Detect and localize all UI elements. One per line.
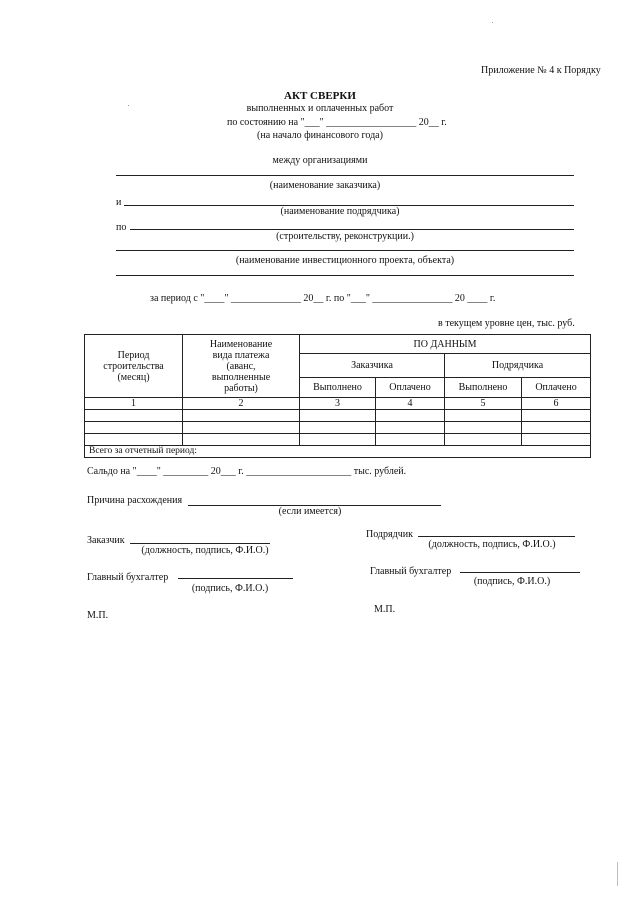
document-subtitle: выполненных и оплаченных работ	[246, 103, 394, 114]
header-by-data: ПО ДАННЫМ	[300, 335, 591, 354]
contractor-signature-note: (должность, подпись, Ф.И.О.)	[428, 539, 556, 550]
chief-accountant-right-line	[460, 572, 580, 573]
header-period: Период строительства (месяц)	[85, 335, 183, 398]
discrepancy-reason-label: Причина расхождения	[87, 495, 183, 506]
saldo-line: Сальдо на "____" _________ 20___ г. _____________________ тыс. рублей.	[87, 466, 407, 477]
by-label: по	[116, 222, 127, 233]
header-payment-type: Наименование вида платежа (аванс, выполненные работы)	[183, 335, 300, 398]
chief-accountant-left-note: (подпись, Ф.И.О.)	[191, 583, 269, 594]
chief-accountant-left-line	[178, 578, 293, 579]
customer-signature-note: (должность, подпись, Ф.И.О.)	[141, 545, 269, 556]
header-customer: Заказчика	[300, 354, 445, 378]
scan-speck	[492, 22, 493, 23]
header-contractor-done: Выполнено	[445, 378, 522, 398]
column-number: 2	[183, 398, 300, 410]
stamp-left: М.П.	[87, 610, 109, 621]
table-row	[85, 410, 591, 422]
column-number: 5	[445, 398, 522, 410]
contractor-caption: (наименование подрядчика)	[280, 206, 400, 217]
as-of-note: (на начало финансового года)	[257, 130, 383, 141]
document-title: АКТ СВЕРКИ	[284, 90, 356, 102]
customer-signature-label: Заказчик	[87, 535, 125, 546]
period-line: за период с "____" ______________ 20__ г. по "___" ________________ 20 ____ г.	[150, 293, 496, 304]
reconciliation-table	[84, 334, 591, 458]
price-level-note: в текущем уровне цен, тыс. руб.	[438, 318, 575, 329]
header-contractor-paid: Оплачено	[522, 378, 591, 398]
and-label: и	[116, 197, 122, 208]
chief-accountant-left-label: Главный бухгалтер	[87, 572, 169, 583]
customer-signature-line	[130, 543, 270, 544]
appendix-note: Приложение № 4 к Порядку	[481, 65, 601, 76]
customer-blank-line	[116, 175, 574, 176]
discrepancy-reason-note: (если имеется)	[278, 506, 342, 517]
as-of-date-line: по состоянию на "___" __________________ 20__ г.	[227, 117, 447, 128]
project-blank-line-1	[116, 250, 574, 251]
header-customer-paid: Оплачено	[376, 378, 445, 398]
column-number: 3	[300, 398, 376, 410]
header-customer-done: Выполнено	[300, 378, 376, 398]
chief-accountant-right-label: Главный бухгалтер	[370, 566, 452, 577]
total-row: Всего за отчетный период:	[85, 446, 591, 458]
scan-speck	[128, 105, 129, 106]
customer-caption: (наименование заказчика)	[269, 180, 381, 191]
column-number: 1	[85, 398, 183, 410]
project-caption: (наименование инвестиционного проекта, объекта)	[235, 255, 455, 266]
construction-caption: (строительству, реконструкции.)	[276, 231, 414, 242]
scan-speck	[617, 862, 618, 886]
between-label: между организациями	[272, 155, 368, 166]
table-row	[85, 434, 591, 446]
column-number: 6	[522, 398, 591, 410]
contractor-signature-label: Подрядчик	[366, 529, 413, 540]
table-row	[85, 422, 591, 434]
column-number: 4	[376, 398, 445, 410]
project-blank-line-2	[116, 275, 574, 276]
chief-accountant-right-note: (подпись, Ф.И.О.)	[473, 576, 551, 587]
header-contractor: Подрядчика	[445, 354, 591, 378]
construction-blank-line	[130, 229, 574, 230]
stamp-right: М.П.	[374, 604, 396, 615]
contractor-signature-line	[418, 536, 575, 537]
